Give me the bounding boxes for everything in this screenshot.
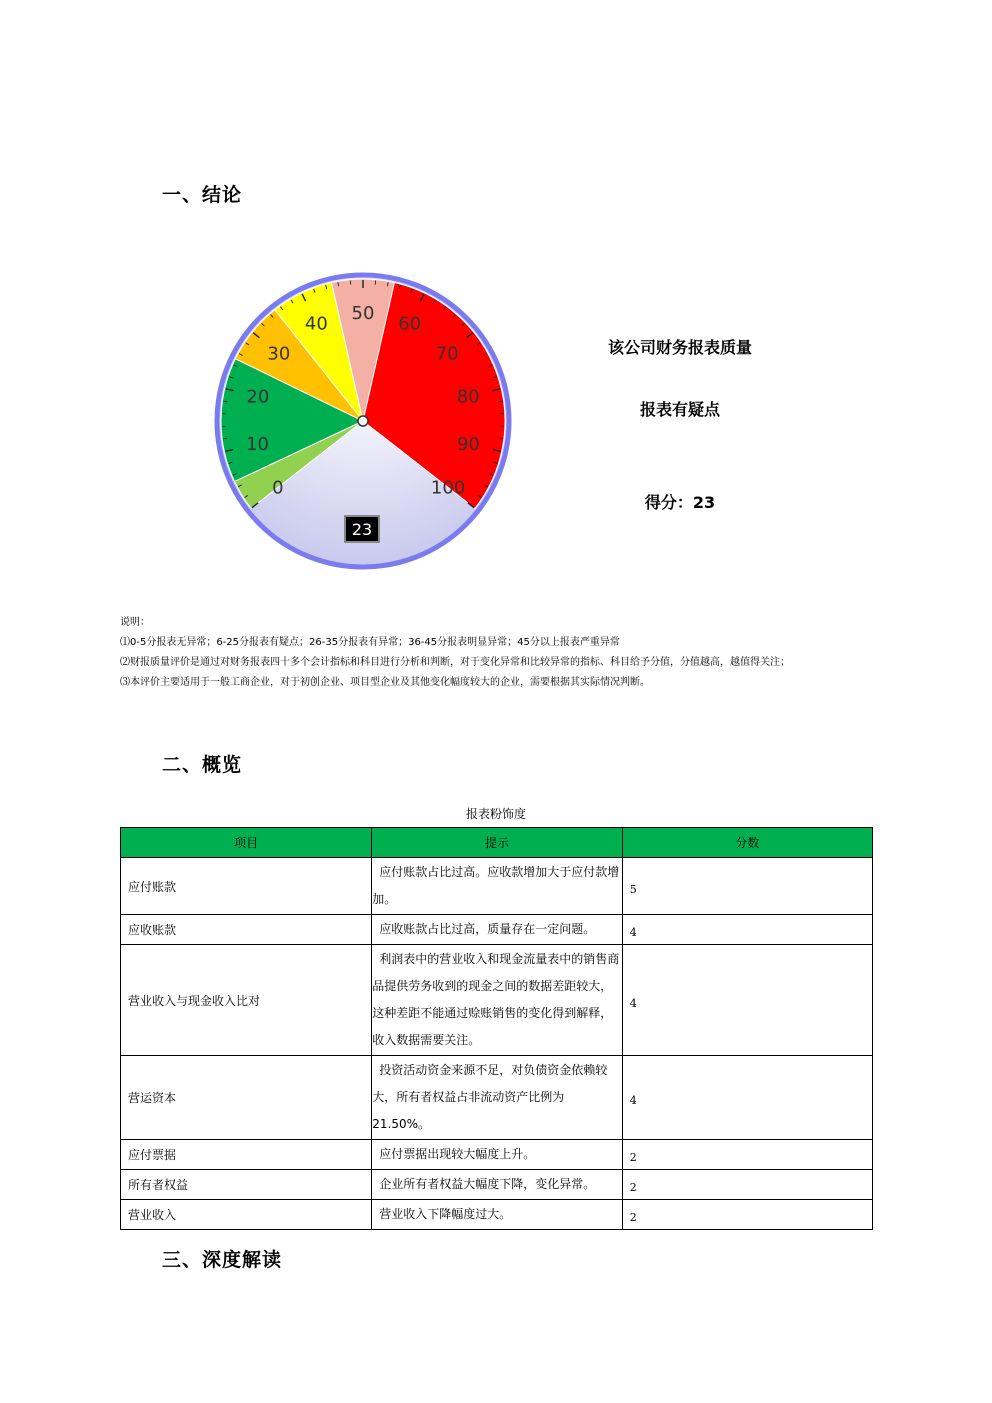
row-hint-text: 应付账款占比过高。应收款增加大于应付款增加。 [372,865,620,906]
table-row [121,945,873,1056]
gauge-tick-label: 40 [304,313,328,335]
table-caption: 报表粉饰度 [465,807,526,821]
row-hint-text: 投资活动资金来源不足，对负债资金依赖较大，所有者权益占非流动资产比例为21.50%。 [372,1063,608,1131]
notes [120,613,880,693]
section-title-overview: 二、概览 [162,754,243,776]
gauge-tick [223,401,227,402]
row-item: 营运资本 [121,1056,372,1140]
row-score: 2 [622,1200,872,1230]
table-row [121,1200,873,1230]
row-hint [372,1056,622,1140]
gauge-tick-label: 70 [435,343,459,365]
gauge-tick-label: 100 [430,477,466,499]
header-score: 分数 [622,828,872,858]
row-item: 应付账款 [121,858,372,915]
conclusion-status: 报表有疑点 [639,400,720,419]
score-gauge-chart [200,258,530,588]
row-hint [372,945,622,1056]
gauge-value-box [345,516,379,542]
row-item: 营业收入 [121,1200,372,1230]
row-hint [372,1170,622,1200]
notes-title: 说明： [120,617,150,628]
gauge-tick-label: 60 [398,313,422,335]
table-row [121,1140,873,1170]
row-score: 2 [622,1140,872,1170]
gauge-value-label: 23 [351,520,373,539]
section-title-deep-analysis: 三、深度解读 [162,1249,283,1271]
row-hint-text: 应收账款占比过高，质量存在一定问题。 [379,922,596,936]
gauge-tick-label: 80 [456,386,480,408]
note-3: ⑶本评价主要适用于一般工商企业，对于初创企业、项目型企业及其他变化幅度较大的企业，需要根据其实际情况判断。 [120,677,650,688]
table-row [121,1170,873,1200]
gauge-tick-label: 0 [272,477,284,499]
gauge-tick [499,438,503,439]
table-row [121,1056,873,1140]
gauge-tick-label: 20 [246,386,270,408]
row-hint-text: 营业收入下降幅度过大。 [379,1207,512,1221]
note-2: ⑵财报质量评价是通过对财务报表四十多个会计指标和科目进行分析和判断，对于变化异常和比较异常的指标、科目给予分值，分值越高，越值得关注； [120,657,790,668]
row-hint [372,915,622,945]
gauge-tick-label: 90 [457,434,480,456]
row-hint-text: 企业所有者权益大幅度下降，变化异常。 [379,1177,596,1191]
gauge-tick-label: 30 [267,343,291,365]
table-header-row [121,828,873,858]
gauge-tick [223,438,227,439]
row-score: 4 [622,915,872,945]
gauge-needle-pivot [358,416,368,426]
gauge-tick-label: 10 [246,434,269,456]
row-item: 营业收入与现金收入比对 [121,945,372,1056]
row-hint-text: 利润表中的营业收入和现金流量表中的销售商品提供劳务收到的现金之间的数据差距较大，这种差距不能通过赊账销售的变化得到解释，收入数据需要关注。 [372,952,620,1047]
row-score: 4 [622,1056,872,1140]
section-title-conclusion: 一、结论 [162,184,243,206]
table-row [121,858,873,915]
header-item: 项目 [121,828,372,858]
row-hint [372,858,622,915]
row-score: 5 [622,858,872,915]
row-hint [372,1200,622,1230]
conclusion-quality-label: 该公司财务报表质量 [607,338,752,357]
row-item: 应付票据 [121,1140,372,1170]
note-1: ⑴0-5分报表无异常；6-25分报表有疑点；26-35分报表有异常；36-45分报表明显异常；45分以上报表严重异常 [120,637,620,648]
row-hint [372,1140,622,1170]
overview-table [120,827,873,1230]
row-score: 4 [622,945,872,1056]
gauge-tick-label: 50 [351,303,375,324]
header-hint: 提示 [372,828,622,858]
conclusion-score: 得分：23 [644,493,716,512]
row-item: 应收账款 [121,915,372,945]
row-hint-text: 应付票据出现较大幅度上升。 [379,1147,536,1161]
table-row [121,915,873,945]
row-score: 2 [622,1170,872,1200]
gauge-tick [499,401,503,402]
row-item: 所有者权益 [121,1170,372,1200]
